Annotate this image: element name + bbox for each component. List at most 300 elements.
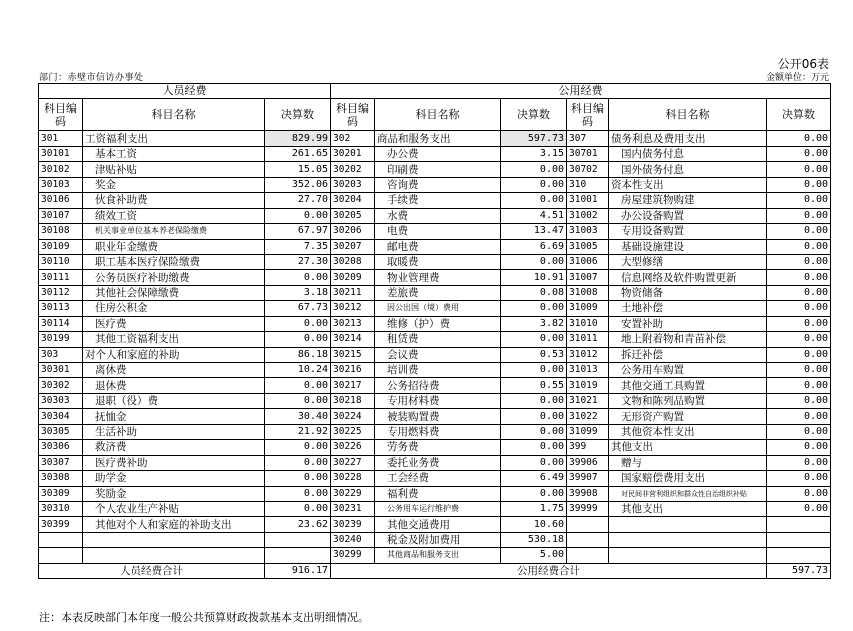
subject-code-cell: 31019 bbox=[567, 378, 609, 393]
table-row bbox=[39, 378, 831, 393]
subject-code-cell: 31003 bbox=[567, 224, 609, 239]
subject-name-cell: 无形资产购置 bbox=[609, 409, 767, 424]
subject-code-cell: 30309 bbox=[39, 486, 83, 501]
table-row bbox=[39, 424, 831, 439]
subject-name-cell: 其他交通费用 bbox=[375, 517, 501, 532]
subject-code-cell: 30101 bbox=[39, 146, 83, 161]
amount-cell: 6.49 bbox=[501, 471, 567, 486]
amount-cell: 0.00 bbox=[265, 270, 331, 285]
subject-name-cell: 津贴补贴 bbox=[83, 162, 265, 177]
subject-name-cell: 住房公积金 bbox=[83, 301, 265, 316]
subject-name-cell: 机关事业单位基本养老保险缴费 bbox=[83, 224, 265, 239]
amount-cell: 530.18 bbox=[501, 532, 567, 547]
table-row bbox=[39, 301, 831, 316]
subject-code-cell bbox=[567, 517, 609, 532]
subject-code-cell: 30226 bbox=[331, 440, 375, 455]
amount-cell: 0.00 bbox=[767, 301, 831, 316]
subject-name-cell bbox=[83, 548, 265, 563]
column-header-name: 科目名称 bbox=[609, 99, 767, 131]
amount-cell: 10.24 bbox=[265, 363, 331, 378]
amount-cell: 21.92 bbox=[265, 424, 331, 439]
subject-code-cell: 31007 bbox=[567, 270, 609, 285]
subject-code-cell: 30203 bbox=[331, 177, 375, 192]
amount-cell: 0.53 bbox=[501, 347, 567, 362]
subject-name-cell: 职业年金缴费 bbox=[83, 239, 265, 254]
subject-code-cell: 30217 bbox=[331, 378, 375, 393]
personnel-total-label: 人员经费合计 bbox=[39, 563, 265, 578]
subject-name-cell: 土地补偿 bbox=[609, 301, 767, 316]
subject-name-cell: 专用材料费 bbox=[375, 393, 501, 408]
subject-code-cell: 30218 bbox=[331, 393, 375, 408]
subject-name-cell: 房屋建筑物购建 bbox=[609, 193, 767, 208]
subject-name-cell: 物业管理费 bbox=[375, 270, 501, 285]
subject-code-cell: 31005 bbox=[567, 239, 609, 254]
subject-code-cell: 30214 bbox=[331, 332, 375, 347]
subject-code-cell: 30216 bbox=[331, 363, 375, 378]
subject-code-cell: 31006 bbox=[567, 254, 609, 269]
subject-code-cell: 31012 bbox=[567, 347, 609, 362]
amount-cell: 3.82 bbox=[501, 316, 567, 331]
amount-cell: 0.00 bbox=[501, 363, 567, 378]
amount-cell: 0.00 bbox=[501, 193, 567, 208]
subject-name-cell: 被装购置费 bbox=[375, 409, 501, 424]
subject-name-cell: 助学金 bbox=[83, 471, 265, 486]
subject-code-cell: 31002 bbox=[567, 208, 609, 223]
amount-cell: 0.00 bbox=[501, 486, 567, 501]
amount-cell: 0.00 bbox=[767, 409, 831, 424]
subject-name-cell: 退休费 bbox=[83, 378, 265, 393]
subject-name-cell: 维修（护）费 bbox=[375, 316, 501, 331]
amount-cell: 27.70 bbox=[265, 193, 331, 208]
subject-name-cell: 专用燃料费 bbox=[375, 424, 501, 439]
table-row bbox=[39, 224, 831, 239]
subject-code-cell: 30215 bbox=[331, 347, 375, 362]
subject-name-cell: 赠与 bbox=[609, 455, 767, 470]
table-row bbox=[39, 208, 831, 223]
subject-name-cell: 其他商品和服务支出 bbox=[375, 548, 501, 563]
amount-cell: 7.35 bbox=[265, 239, 331, 254]
amount-cell: 4.51 bbox=[501, 208, 567, 223]
amount-cell: 0.00 bbox=[767, 162, 831, 177]
table-row bbox=[39, 177, 831, 192]
subject-code-cell: 30108 bbox=[39, 224, 83, 239]
subject-code-cell: 30106 bbox=[39, 193, 83, 208]
amount-cell bbox=[767, 548, 831, 563]
subject-name-cell: 差旅费 bbox=[375, 285, 501, 300]
subject-code-cell: 31021 bbox=[567, 393, 609, 408]
column-header-code: 科目编码 bbox=[39, 99, 83, 131]
column-header-code: 科目编码 bbox=[567, 99, 609, 131]
subject-name-cell: 手续费 bbox=[375, 193, 501, 208]
amount-cell: 27.30 bbox=[265, 254, 331, 269]
subject-code-cell: 30228 bbox=[331, 471, 375, 486]
amount-cell: 829.99 bbox=[265, 131, 331, 146]
subject-code-cell: 30299 bbox=[331, 548, 375, 563]
amount-cell: 67.97 bbox=[265, 224, 331, 239]
subject-code-cell: 30308 bbox=[39, 471, 83, 486]
subject-code-cell: 30231 bbox=[331, 501, 375, 516]
amount-cell: 0.00 bbox=[501, 455, 567, 470]
table-row bbox=[39, 409, 831, 424]
subject-name-cell: 文物和陈列品购置 bbox=[609, 393, 767, 408]
amount-cell: 0.00 bbox=[501, 332, 567, 347]
amount-cell: 0.08 bbox=[501, 285, 567, 300]
subject-code-cell: 30205 bbox=[331, 208, 375, 223]
subject-code-cell: 30114 bbox=[39, 316, 83, 331]
subject-name-cell bbox=[609, 532, 767, 547]
amount-cell: 0.00 bbox=[767, 347, 831, 362]
amount-cell: 0.00 bbox=[265, 316, 331, 331]
subject-name-cell bbox=[609, 548, 767, 563]
subject-code-cell: 307 bbox=[567, 131, 609, 146]
amount-cell: 0.00 bbox=[265, 393, 331, 408]
subject-code-cell: 30109 bbox=[39, 239, 83, 254]
subject-name-cell: 债务利息及费用支出 bbox=[609, 131, 767, 146]
table-code: 公开06表 bbox=[777, 57, 829, 71]
table-row bbox=[39, 455, 831, 470]
column-header-code: 科目编码 bbox=[331, 99, 375, 131]
subject-name-cell: 办公费 bbox=[375, 146, 501, 161]
subject-code-cell: 302 bbox=[331, 131, 375, 146]
amount-cell: 352.06 bbox=[265, 177, 331, 192]
subject-name-cell: 离休费 bbox=[83, 363, 265, 378]
department-label: 部门：赤壁市信访办事处 bbox=[39, 73, 144, 83]
subject-name-cell: 奖金 bbox=[83, 177, 265, 192]
subject-code-cell: 30204 bbox=[331, 193, 375, 208]
amount-cell: 0.00 bbox=[767, 486, 831, 501]
table-row bbox=[39, 332, 831, 347]
subject-name-cell: 大型修缮 bbox=[609, 254, 767, 269]
amount-cell: 0.00 bbox=[265, 378, 331, 393]
subject-code-cell bbox=[567, 532, 609, 547]
amount-cell: 261.65 bbox=[265, 146, 331, 161]
amount-cell: 0.00 bbox=[767, 393, 831, 408]
subject-name-cell: 商品和服务支出 bbox=[375, 131, 501, 146]
subject-name-cell: 医疗费 bbox=[83, 316, 265, 331]
amount-cell: 0.00 bbox=[767, 378, 831, 393]
subject-name-cell: 医疗费补助 bbox=[83, 455, 265, 470]
subject-name-cell: 劳务费 bbox=[375, 440, 501, 455]
table-note: 注：本表反映部门本年度一般公共预算财政拨款基本支出明细情况。 bbox=[39, 611, 369, 624]
table-row bbox=[39, 440, 831, 455]
amount-cell: 0.00 bbox=[767, 131, 831, 146]
subject-code-cell: 30305 bbox=[39, 424, 83, 439]
subject-code-cell: 30225 bbox=[331, 424, 375, 439]
subject-code-cell: 30111 bbox=[39, 270, 83, 285]
amount-cell bbox=[767, 517, 831, 532]
amount-cell: 0.00 bbox=[265, 486, 331, 501]
subject-code-cell: 30209 bbox=[331, 270, 375, 285]
subject-name-cell: 基础设施建设 bbox=[609, 239, 767, 254]
subject-name-cell: 信息网络及软件购置更新 bbox=[609, 270, 767, 285]
amount-cell bbox=[767, 532, 831, 547]
amount-cell: 67.73 bbox=[265, 301, 331, 316]
table-row bbox=[39, 486, 831, 501]
table-row bbox=[39, 393, 831, 408]
subject-code-cell: 310 bbox=[567, 177, 609, 192]
table-row bbox=[39, 363, 831, 378]
subject-code-cell: 30113 bbox=[39, 301, 83, 316]
subject-name-cell: 公务用车运行维护费 bbox=[375, 501, 501, 516]
subject-name-cell: 基本工资 bbox=[83, 146, 265, 161]
subject-code-cell: 30229 bbox=[331, 486, 375, 501]
amount-cell: 0.00 bbox=[767, 146, 831, 161]
amount-cell: 86.18 bbox=[265, 347, 331, 362]
personnel-group-header: 人员经费 bbox=[39, 84, 331, 99]
subject-name-cell: 印刷费 bbox=[375, 162, 501, 177]
amount-cell: 0.00 bbox=[767, 239, 831, 254]
subject-name-cell: 其他对个人和家庭的补助支出 bbox=[83, 517, 265, 532]
subject-name-cell: 其他交通工具购置 bbox=[609, 378, 767, 393]
amount-cell: 0.00 bbox=[767, 224, 831, 239]
subject-code-cell: 30103 bbox=[39, 177, 83, 192]
column-header-amount: 决算数 bbox=[501, 99, 567, 131]
table-row bbox=[39, 471, 831, 486]
amount-cell: 6.69 bbox=[501, 239, 567, 254]
amount-cell: 0.00 bbox=[501, 409, 567, 424]
subject-code-cell: 30211 bbox=[331, 285, 375, 300]
table-row bbox=[39, 239, 831, 254]
amount-cell: 0.00 bbox=[767, 285, 831, 300]
amount-cell: 0.00 bbox=[501, 177, 567, 192]
amount-cell: 597.73 bbox=[501, 131, 567, 146]
amount-cell: 0.00 bbox=[265, 440, 331, 455]
subject-code-cell: 30112 bbox=[39, 285, 83, 300]
subject-name-cell: 安置补助 bbox=[609, 316, 767, 331]
table-row bbox=[39, 316, 831, 331]
subject-name-cell: 地上附着物和青苗补偿 bbox=[609, 332, 767, 347]
subject-code-cell: 30301 bbox=[39, 363, 83, 378]
subject-name-cell: 抚恤金 bbox=[83, 409, 265, 424]
subject-code-cell: 30201 bbox=[331, 146, 375, 161]
subject-code-cell: 31001 bbox=[567, 193, 609, 208]
column-header-name: 科目名称 bbox=[83, 99, 265, 131]
subject-code-cell: 31009 bbox=[567, 301, 609, 316]
subject-name-cell: 办公设备购置 bbox=[609, 208, 767, 223]
subject-code-cell: 39907 bbox=[567, 471, 609, 486]
subject-code-cell: 30107 bbox=[39, 208, 83, 223]
subject-name-cell: 生活补助 bbox=[83, 424, 265, 439]
amount-cell: 0.00 bbox=[767, 501, 831, 516]
amount-cell bbox=[265, 548, 331, 563]
amount-cell: 30.40 bbox=[265, 409, 331, 424]
subject-name-cell: 专用设备购置 bbox=[609, 224, 767, 239]
subject-code-cell: 30212 bbox=[331, 301, 375, 316]
subject-code-cell: 301 bbox=[39, 131, 83, 146]
table-row bbox=[39, 532, 831, 547]
subject-name-cell: 对个人和家庭的补助 bbox=[83, 347, 265, 362]
column-header-name: 科目名称 bbox=[375, 99, 501, 131]
amount-cell: 0.00 bbox=[501, 254, 567, 269]
public-group-header: 公用经费 bbox=[331, 84, 831, 99]
subject-code-cell: 30303 bbox=[39, 393, 83, 408]
column-header-amount: 决算数 bbox=[265, 99, 331, 131]
amount-cell: 0.00 bbox=[501, 301, 567, 316]
subject-code-cell: 303 bbox=[39, 347, 83, 362]
subject-code-cell bbox=[567, 548, 609, 563]
amount-cell bbox=[265, 532, 331, 547]
table-row bbox=[39, 347, 831, 362]
expenditure-table bbox=[38, 83, 831, 579]
subject-name-cell: 职工基本医疗保险缴费 bbox=[83, 254, 265, 269]
column-header-amount: 决算数 bbox=[767, 99, 831, 131]
amount-cell: 10.60 bbox=[501, 517, 567, 532]
amount-cell: 0.00 bbox=[767, 455, 831, 470]
subject-name-cell: 国家赔偿费用支出 bbox=[609, 471, 767, 486]
amount-cell: 0.00 bbox=[767, 270, 831, 285]
subject-name-cell: 其他工资福利支出 bbox=[83, 332, 265, 347]
subject-code-cell: 30399 bbox=[39, 517, 83, 532]
amount-cell: 0.00 bbox=[265, 501, 331, 516]
subject-code-cell: 39906 bbox=[567, 455, 609, 470]
subject-code-cell: 30227 bbox=[331, 455, 375, 470]
subject-name-cell: 咨询费 bbox=[375, 177, 501, 192]
amount-cell: 0.00 bbox=[767, 254, 831, 269]
amount-cell: 0.00 bbox=[501, 162, 567, 177]
amount-cell: 23.62 bbox=[265, 517, 331, 532]
subject-code-cell: 31099 bbox=[567, 424, 609, 439]
table-row bbox=[39, 285, 831, 300]
subject-code-cell: 39908 bbox=[567, 486, 609, 501]
unit-label: 金额单位：万元 bbox=[765, 73, 829, 83]
amount-cell: 0.00 bbox=[265, 455, 331, 470]
subject-code-cell: 31011 bbox=[567, 332, 609, 347]
table-row bbox=[39, 146, 831, 161]
amount-cell: 0.00 bbox=[767, 208, 831, 223]
public-total-label: 公用经费合计 bbox=[331, 563, 767, 578]
subject-name-cell: 国内债务付息 bbox=[609, 146, 767, 161]
subject-name-cell: 电费 bbox=[375, 224, 501, 239]
amount-cell: 0.00 bbox=[767, 471, 831, 486]
amount-cell: 0.00 bbox=[501, 440, 567, 455]
amount-cell: 0.00 bbox=[767, 316, 831, 331]
subject-code-cell: 30304 bbox=[39, 409, 83, 424]
totals-row bbox=[39, 563, 831, 578]
subject-name-cell: 租赁费 bbox=[375, 332, 501, 347]
amount-cell: 10.91 bbox=[501, 270, 567, 285]
amount-cell: 0.00 bbox=[767, 332, 831, 347]
subject-code-cell: 30102 bbox=[39, 162, 83, 177]
subject-name-cell: 会议费 bbox=[375, 347, 501, 362]
amount-cell: 0.00 bbox=[265, 208, 331, 223]
subject-name-cell: 对民间非营利组织和群众性自治组织补贴 bbox=[609, 486, 767, 501]
subject-name-cell: 委托业务费 bbox=[375, 455, 501, 470]
subject-code-cell: 30701 bbox=[567, 146, 609, 161]
amount-cell: 3.18 bbox=[265, 285, 331, 300]
subject-code-cell: 30310 bbox=[39, 501, 83, 516]
amount-cell: 0.00 bbox=[501, 393, 567, 408]
subject-code-cell: 30702 bbox=[567, 162, 609, 177]
subject-code-cell: 30239 bbox=[331, 517, 375, 532]
subject-name-cell: 工会经费 bbox=[375, 471, 501, 486]
subject-name-cell: 培训费 bbox=[375, 363, 501, 378]
table-row bbox=[39, 501, 831, 516]
subject-name-cell: 个人农业生产补贴 bbox=[83, 501, 265, 516]
amount-cell: 13.47 bbox=[501, 224, 567, 239]
subject-code-cell: 39999 bbox=[567, 501, 609, 516]
amount-cell: 0.00 bbox=[501, 424, 567, 439]
table-row bbox=[39, 254, 831, 269]
personnel-total-value: 916.17 bbox=[265, 563, 331, 578]
public-total-value: 597.73 bbox=[767, 563, 831, 578]
amount-cell: 0.00 bbox=[767, 440, 831, 455]
subject-code-cell: 30207 bbox=[331, 239, 375, 254]
amount-cell: 0.00 bbox=[265, 471, 331, 486]
subject-name-cell: 公务招待费 bbox=[375, 378, 501, 393]
subject-code-cell: 31022 bbox=[567, 409, 609, 424]
subject-code-cell bbox=[39, 532, 83, 547]
subject-name-cell: 公务员医疗补助缴费 bbox=[83, 270, 265, 285]
subject-name-cell: 拆迁补偿 bbox=[609, 347, 767, 362]
subject-name-cell: 资本性支出 bbox=[609, 177, 767, 192]
subject-name-cell: 邮电费 bbox=[375, 239, 501, 254]
subject-name-cell bbox=[83, 532, 265, 547]
subject-code-cell: 30213 bbox=[331, 316, 375, 331]
subject-name-cell: 奖励金 bbox=[83, 486, 265, 501]
subject-code-cell bbox=[39, 548, 83, 563]
amount-cell: 0.00 bbox=[767, 193, 831, 208]
table-row bbox=[39, 162, 831, 177]
subject-name-cell: 绩效工资 bbox=[83, 208, 265, 223]
amount-cell: 0.00 bbox=[265, 332, 331, 347]
subject-code-cell: 31008 bbox=[567, 285, 609, 300]
subject-name-cell: 伙食补助费 bbox=[83, 193, 265, 208]
table-row bbox=[39, 548, 831, 563]
amount-cell: 3.15 bbox=[501, 146, 567, 161]
subject-name-cell: 国外债务付息 bbox=[609, 162, 767, 177]
subject-code-cell: 30224 bbox=[331, 409, 375, 424]
subject-name-cell: 救济费 bbox=[83, 440, 265, 455]
subject-code-cell: 30110 bbox=[39, 254, 83, 269]
table-row bbox=[39, 193, 831, 208]
amount-cell: 15.05 bbox=[265, 162, 331, 177]
amount-cell: 0.00 bbox=[767, 424, 831, 439]
subject-code-cell: 30199 bbox=[39, 332, 83, 347]
subject-name-cell: 福利费 bbox=[375, 486, 501, 501]
subject-code-cell: 30307 bbox=[39, 455, 83, 470]
subject-name-cell: 水费 bbox=[375, 208, 501, 223]
table-row bbox=[39, 517, 831, 532]
amount-cell: 1.75 bbox=[501, 501, 567, 516]
subject-name-cell: 其他支出 bbox=[609, 501, 767, 516]
subject-name-cell: 其他支出 bbox=[609, 440, 767, 455]
subject-name-cell: 退职（役）费 bbox=[83, 393, 265, 408]
subject-name-cell: 工资福利支出 bbox=[83, 131, 265, 146]
amount-cell: 5.00 bbox=[501, 548, 567, 563]
table-row bbox=[39, 270, 831, 285]
subject-code-cell: 30206 bbox=[331, 224, 375, 239]
subject-code-cell: 30240 bbox=[331, 532, 375, 547]
subject-name-cell: 物资储备 bbox=[609, 285, 767, 300]
subject-name-cell: 其他资本性支出 bbox=[609, 424, 767, 439]
subject-code-cell: 31013 bbox=[567, 363, 609, 378]
subject-name-cell: 因公出国（境）费用 bbox=[375, 301, 501, 316]
subject-name-cell: 其他社会保障缴费 bbox=[83, 285, 265, 300]
subject-code-cell: 30302 bbox=[39, 378, 83, 393]
subject-name-cell: 公务用车购置 bbox=[609, 363, 767, 378]
subject-code-cell: 399 bbox=[567, 440, 609, 455]
amount-cell: 0.00 bbox=[767, 363, 831, 378]
subject-code-cell: 31010 bbox=[567, 316, 609, 331]
subject-name-cell bbox=[609, 517, 767, 532]
subject-code-cell: 30208 bbox=[331, 254, 375, 269]
amount-cell: 0.00 bbox=[767, 177, 831, 192]
subject-code-cell: 30306 bbox=[39, 440, 83, 455]
amount-cell: 0.55 bbox=[501, 378, 567, 393]
table-row bbox=[39, 131, 831, 146]
subject-name-cell: 税金及附加费用 bbox=[375, 532, 501, 547]
subject-name-cell: 取暖费 bbox=[375, 254, 501, 269]
